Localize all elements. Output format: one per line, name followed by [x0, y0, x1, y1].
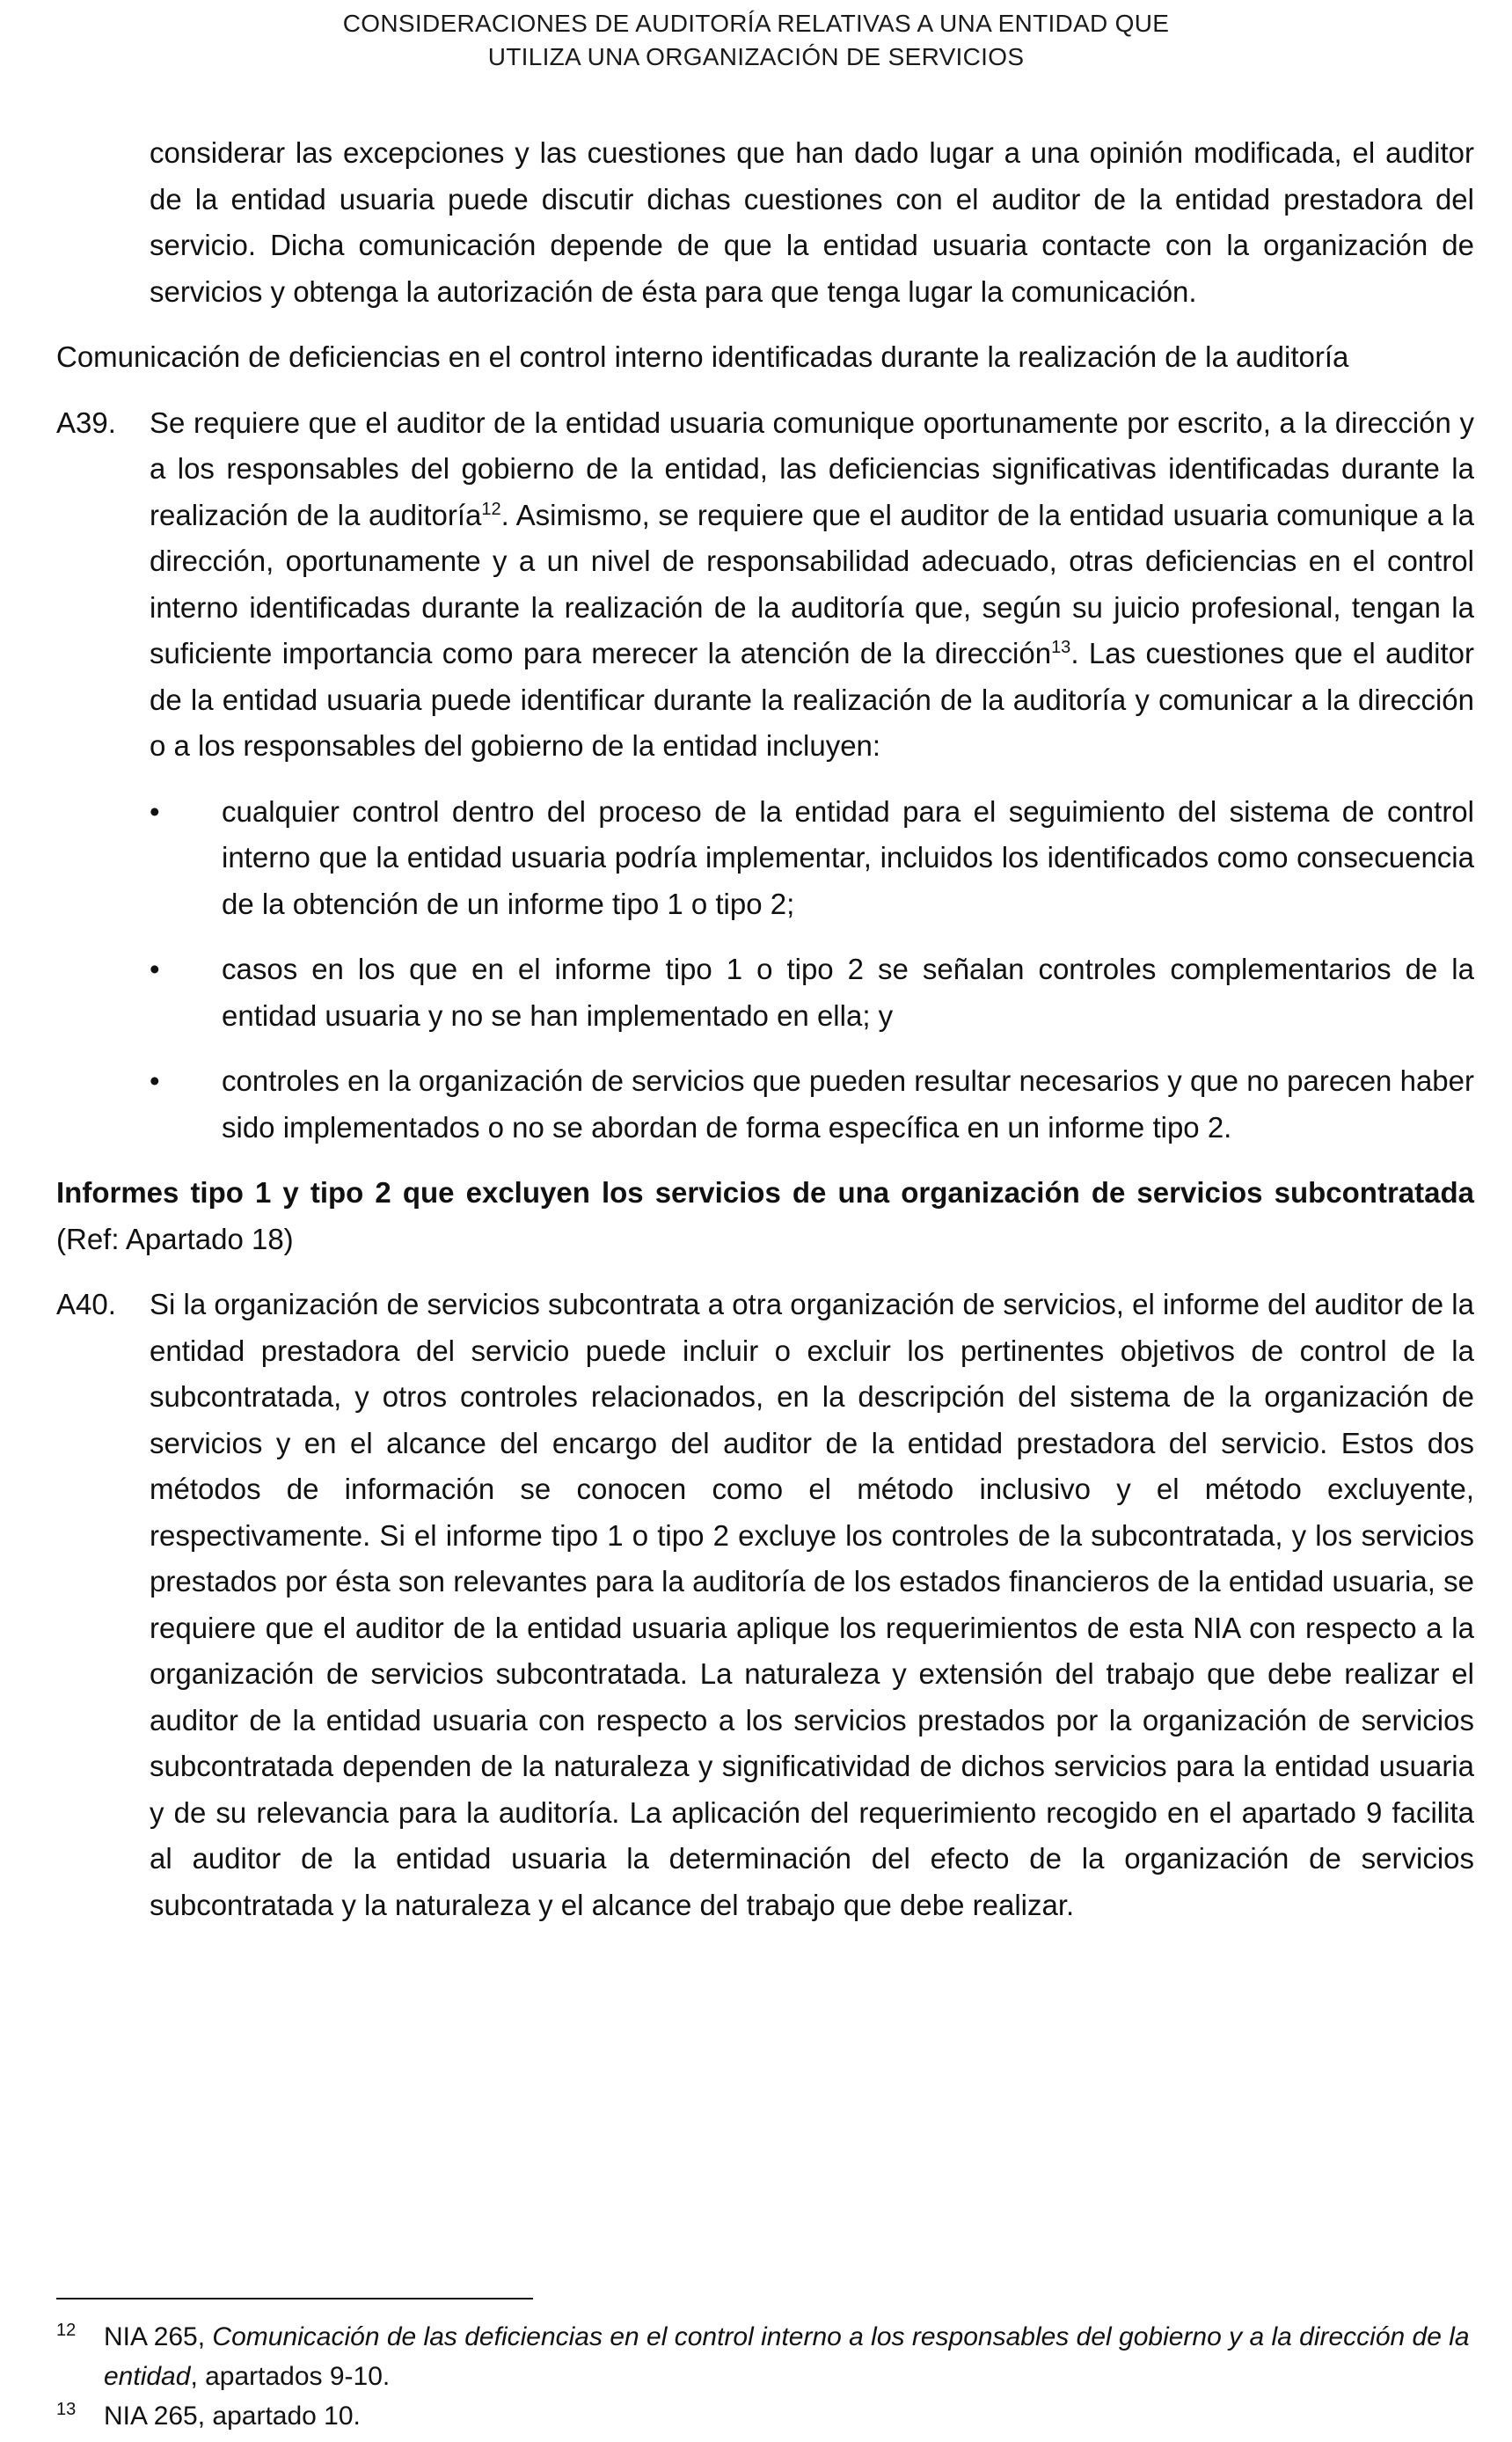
footnote-title: Comunicación de las deficiencias en el control interno a los responsables del gobierno y a la dirección de la entidad: [104, 2322, 1470, 2391]
header-line-2: UTILIZA UNA ORGANIZACIÓN DE SERVICIOS: [487, 43, 1025, 70]
footnotes: [56, 2317, 1474, 2436]
footnote-mark: 12: [56, 2321, 77, 2340]
paragraph-number: A39.: [56, 406, 116, 439]
bullet-list: [150, 789, 1474, 1152]
footnote-ref-12[interactable]: 12: [481, 499, 501, 519]
page-header: [0, 7, 1512, 74]
list-item: [150, 789, 1474, 928]
list-item: [150, 1058, 1474, 1151]
a39-text-part-3: . Las cuestiones que el auditor de la entidad usuaria puede identificar durante la realización de la auditoría y comunicar a la dirección o a los responsables del gobierno de la entidad incluyen:: [150, 637, 1474, 762]
section-heading-type-reports: [56, 1170, 1474, 1262]
footnote-separator: [56, 2298, 533, 2299]
footnote-mark: 13: [56, 2400, 77, 2419]
heading-reference[interactable]: (Ref: Apartado 18): [56, 1222, 294, 1255]
list-item: [150, 947, 1474, 1039]
list-item-text: cualquier control dentro del proceso de la entidad para el seguimiento del sistema de control interno que la entidad usuaria podría implementar, incluidos los identificados como consecuencia de la obtención de un informe tipo 1 o tipo 2;: [222, 794, 1474, 920]
footnote-prefix: NIA 265, apartado 10.: [104, 2402, 361, 2431]
paragraph-a39: [56, 400, 1474, 770]
footnote-13: [56, 2396, 1474, 2436]
footnote-text: [104, 2396, 1474, 2436]
document-body: [56, 130, 1474, 1948]
continuation-paragraph: considerar las excepciones y las cuestiones que han dado lugar a una opinión modificada, el auditor de la entidad usuaria puede discutir dichas cuestiones con el auditor de la entidad prestadora del servicio. Dicha comunicación depende de que la entidad usuaria contacte con la organización de servicios y obtenga la autorización de ésta para que tenga lugar la comunicación.: [150, 136, 1474, 308]
footnote-text: [104, 2317, 1474, 2396]
section-heading-communication: Comunicación de deficiencias en el control interno identificadas durante la realización de la auditoría: [56, 340, 1349, 373]
paragraph-number: A40.: [56, 1288, 116, 1320]
paragraph-body: [150, 400, 1474, 770]
paragraph-a40: [56, 1282, 1474, 1928]
footnote-ref-13[interactable]: 13: [1051, 638, 1071, 657]
footnote-12: [56, 2317, 1474, 2396]
header-line-1: CONSIDERACIONES DE AUDITORÍA RELATIVAS A UNA ENTIDAD QUE: [342, 10, 1170, 37]
heading-bold-text: Informes tipo 1 y tipo 2 que excluyen los servicios de una organización de servicios subcontratada: [56, 1176, 1474, 1209]
footnote-prefix: NIA 265,: [104, 2322, 213, 2351]
bullet-icon: •: [150, 953, 160, 985]
bullet-icon: •: [150, 794, 160, 828]
list-item-text: casos en los que en el informe tipo 1 o tipo 2 se señalan controles complementarios de la entidad usuaria y no se han implementado en ella; y: [222, 953, 1474, 1032]
paragraph-body: Si la organización de servicios subcontrata a otra organización de servicios, el informe del auditor de la entidad prestadora del servicio puede incluir o excluir los pertinentes objetivos de control de la subcontratada, y otros controles relacionados, en la descripción del sistema de la organización de servicios y en el alcance del encargo del auditor de la entidad prestadora del servicio. Estos dos métodos de información se conocen como el método inclusivo y el método excluyente, respectivamente. Si el informe tipo 1 o tipo 2 excluye los controles de la subcontratada, y los servicios prestados por ésta son relevantes para la auditoría de los estados financieros de la entidad usuaria, se requiere que el auditor de la entidad usuaria aplique los requerimientos de esta NIA con respecto a la organización de servicios subcontratada. La naturaleza y extensión del trabajo que debe realizar el auditor de la entidad usuaria con respecto a los servicios prestados por la organización de servicios subcontratada dependen de la naturaleza y significatividad de dichos servicios para la entidad usuaria y de su relevancia para la auditoría. La aplicación del requerimiento recogido en el apartado 9 facilita al auditor de la entidad usuaria la determinación del efecto de la organización de servicios subcontratada y la naturaleza y el alcance del trabajo que debe realizar.: [150, 1288, 1474, 1921]
a39-text-part-1: Se requiere que el auditor de la entidad usuaria comunique oportunamente por escrito, a la dirección y a los responsables del gobierno de la entidad, las deficiencias significativas identificadas durante la realización de la auditoría: [150, 406, 1474, 531]
bullet-icon: •: [150, 1064, 160, 1097]
list-item-text: controles en la organización de servicios que pueden resultar necesarios y que no parecen haber sido implementados o no se abordan de forma específica en un informe tipo 2.: [222, 1064, 1474, 1144]
footnote-suffix: , apartados 9-10.: [190, 2362, 391, 2391]
a39-text-part-2: . Asimismo, se requiere que el auditor de la entidad usuaria comunique a la dirección, oportunamente y a un nivel de responsabilidad adecuado, otras deficiencias en el control interno identificadas durante la realización de la auditoría que, según su juicio profesional, tengan la suficiente importancia como para merecer la atención de la dirección: [150, 498, 1474, 669]
